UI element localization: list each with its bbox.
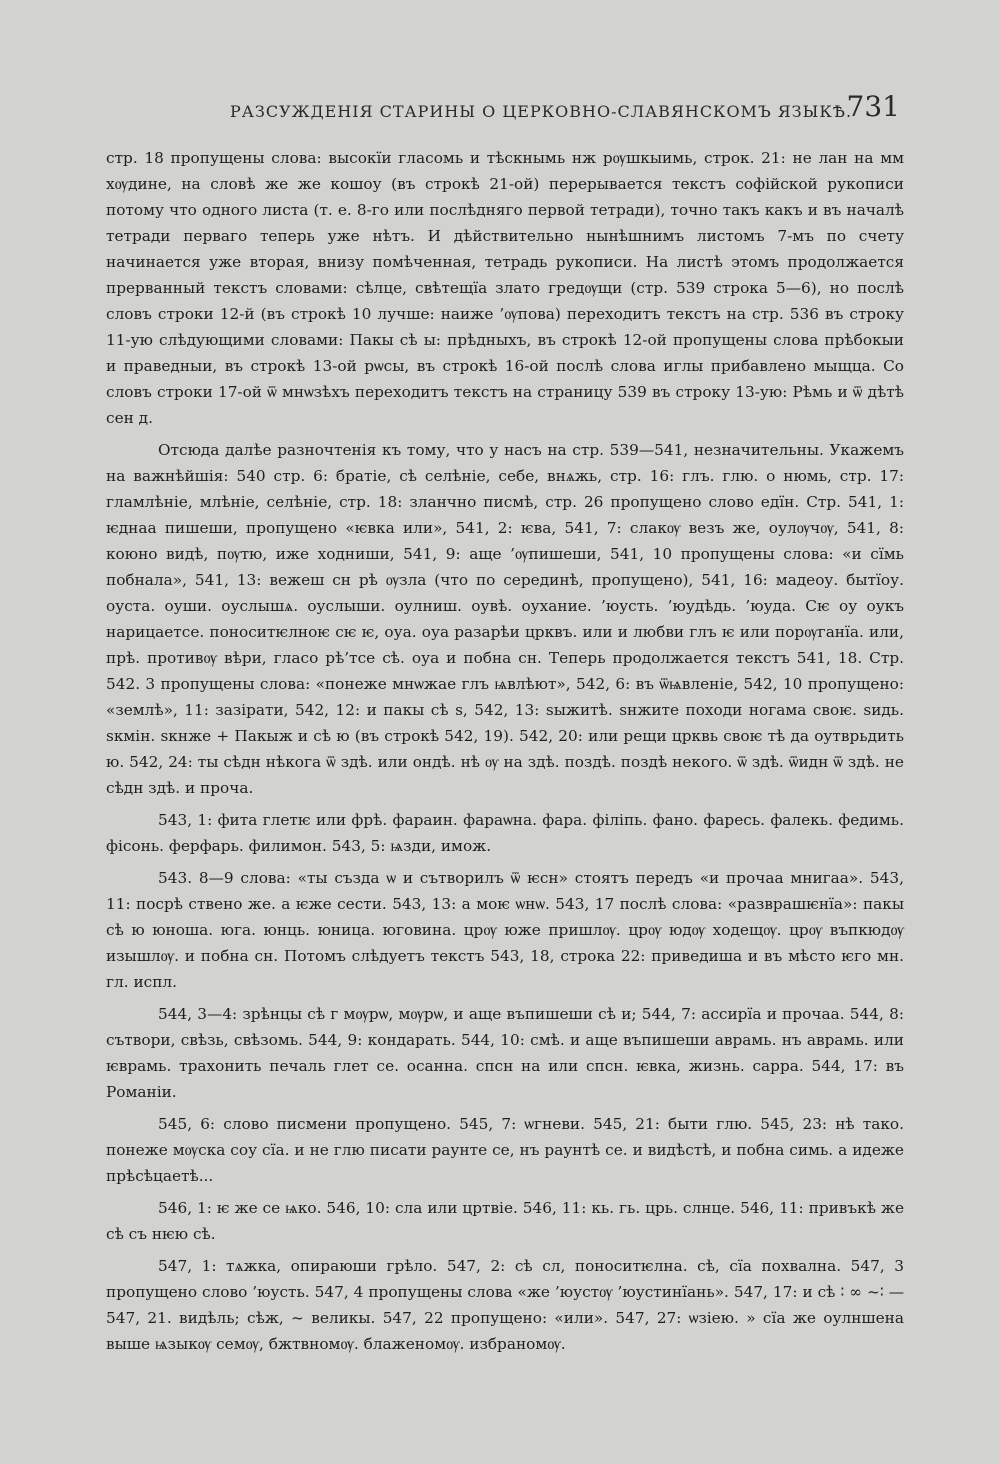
running-title: РАЗСУЖДЕНIЯ СТАРИНЫ О ЦЕРКОВНО-СЛАВЯНСКОМЪ ЯЗЫКѢ.: [230, 102, 853, 121]
page-number: 731: [846, 90, 900, 123]
paragraph-3: 543, 1: фита глетѥ или фрѣ. фараин. фараѡна. фара. фiлiпь. фано. фаресь. фалекь. федимь. фiсонь. ферфарь. филимон. 543, 5: ѩзди, имож.: [106, 811, 904, 855]
paragraph-2: Отсюда далѣе разночтенiя къ тому, что у насъ на стр. 539—541, незначительны. Укажемъ на важнѣйшiя: 540 стр. 6: братiе, сѣ селѣнiе, себе, внѧжь, стр. 16: глъ. глю. о нюмь, стр. 17: гламлѣнiе, млѣнiе, селѣнiе, стр. 18: зланчно писмѣ, стр. 26 пропущено слово едїн. Стр. 541, 1: ѥднаа пишеши, пропущено «ѥвка или», 541, 2: ѥва, 541, 7: слакѹ везъ же, оулѹчѹ, 541, 8: коюно видѣ, пѹтю, иже ходниши, 541, 9: аще ’ѹпишеши, 541, 10 пропущены слова: «и сїмь побнала», 541, 13: вежеш сн рѣ ѹзла (что по серединѣ, пропущено), 541, 16: мадеоу. бытїоу. оуста. оуши. оуслышѧ. оуслыши. оулниш. оувѣ. оухание. ’юусть. ’юудѣдь. ’юуда. Сѥ оу оукъ нарицаетсе. поноситѥлноѥ сѥ ѥ, оуа. оуа разарѣи црквъ. или и любви глъ ѥ или порѹганїа. или, прѣ. противѹ вѣри, гласо рѣ’тсе сѣ. оуа и побна сн. Теперь продолжается текстъ 541, 18. Стр. 542. 3 пропущены слова: «понеже мнѡжае глъ ѩвлѣют», 542, 6: въ ѿѩвленiе, 542, 10 пропущено: «землѣ», 11: зазiрати, 542, 12: и пакы сѣ s, 542, 13: sыжитѣ. sнжите походи ногама своѥ. sидь. sкмiн. sкнже + Пакыж и сѣ ю (въ строкѣ 542, 19). 542, 20: или рещи црквь своѥ тѣ да оутврьдить ю. 542, 24: ты сѣдн нѣкога ѿ здѣ. или ондѣ. нѣ ѹ на здѣ. поздѣ. поздѣ некого. ѿ здѣ. ѿидн ѿ здѣ. не сѣдн здѣ. и проча.: [106, 441, 904, 797]
paragraph-4: 543. 8—9 слова: «ты създа ѡ и сътворилъ ѿ ѥсн» стоятъ передъ «и прочаа мнигаа». 543, 11: посрѣ ствено же. а ѥже сести. 543, 13: а моѥ ѡнѡ. 543, 17 послѣ слова: «разврашѥнїа»: пакы сѣ ю юноша. юга. юнць. юница. юговина. црѹ юже пришлѹ. црѹ юдѹ ходещѹ. црѹ въпкюдѹ изышлѹ. и побна сн. Потомъ слѣдуетъ текстъ 543, 18, строка 22: приведиша и въ мѣсто ѥго мн. гл. испл.: [106, 869, 904, 991]
body-text: [106, 145, 904, 1363]
paragraph-6: 545, 6: слово писмени пропущено. 545, 7: ѡгневи. 545, 21: быти глю. 545, 23: нѣ тако. понеже мѹска соу сїа. и не глю писати раунте се, нъ раунтѣ се. и видѣстѣ, и побна симь. а идеже прѣсѣцаетѣ...: [106, 1115, 904, 1185]
paragraph-1: стр. 18 пропущены слова: высокїи гласомь и тѣскнымь нж рѹшкыимь, строк. 21: не лан на мм хѹдине, на словѣ же же кошоу (въ строкѣ 21-ой) перерывается текстъ софiйской рукописи потому что одного листа (т. е. 8-го или послѣдняго первой тетради), точно такъ какъ и въ началѣ тетради перваго теперь уже нѣтъ. И дѣйствительно нынѣшнимъ листомъ 7-мъ по счету начинается уже вторая, внизу помѣченная, тетрадь рукописи. На листѣ этомъ продолжается прерванный текстъ словами: сѣлце, свѣтещїа злато гредѹщи (стр. 539 строка 5—6), но послѣ словъ строки 12-й (въ строкѣ 10 лучше: наиже ’ѹпова) переходитъ текстъ на стр. 536 въ строку 11-ую слѣдующими словами: Пакы сѣ ы: прѣдныхъ, въ строкѣ 12-ой пропущены слова прѣбокыи и праведныи, въ строкѣ 13-ой рѡсы, въ строкѣ 16-ой послѣ слова иглы прибавлено мыщца. Со словъ строки 17-ой ѿ мнѡзѣхъ переходитъ текстъ на страницу 539 въ строку 13-ую: Рѣмь и ѿ дѣтѣ сен д.: [106, 149, 904, 427]
paragraph-7: 546, 1: ѥ же се ѩко. 546, 10: сла или цртвiе. 546, 11: кь. гь. црь. слнце. 546, 11: привъкѣ же сѣ съ нѥю сѣ.: [106, 1199, 904, 1243]
page-header: [230, 90, 900, 130]
paragraph-8: 547, 1: тѧжка, опираюши грѣло. 547, 2: сѣ сл, поноситѥлна. сѣ, сїа похвална. 547, 3 пропущено слово ’юусть. 547, 4 пропущены слова «же ’юустѹ ’юустинїань». 547, 17: и сѣ ∶ ∞ ~∶ — 547, 21. видѣль; сѣж, ~ великы. 547, 22 пропущено: «или». 547, 27: ѡзiею. » сїа же оулншена выше ѩзыкѹ семѹ, бжтвномѹ. блаженомѹ. избраномѹ.: [106, 1257, 904, 1353]
paragraph-5: 544, 3—4: зрѣнцы сѣ г мѹрѡ, мѹрѡ, и аще въпишеши сѣ и; 544, 7: ассирїа и прочаа. 544, 8: сътвори, свѣзь, свѣзомь. 544, 9: кондарать. 544, 10: смѣ. и аще въпишеши аврамь. нъ аврамь. или ѥврамь. трахонить печаль глет се. осанна. спсн на или спсн. ѥвка, жизнь. сарра. 544, 17: въ Романiи.: [106, 1005, 904, 1101]
